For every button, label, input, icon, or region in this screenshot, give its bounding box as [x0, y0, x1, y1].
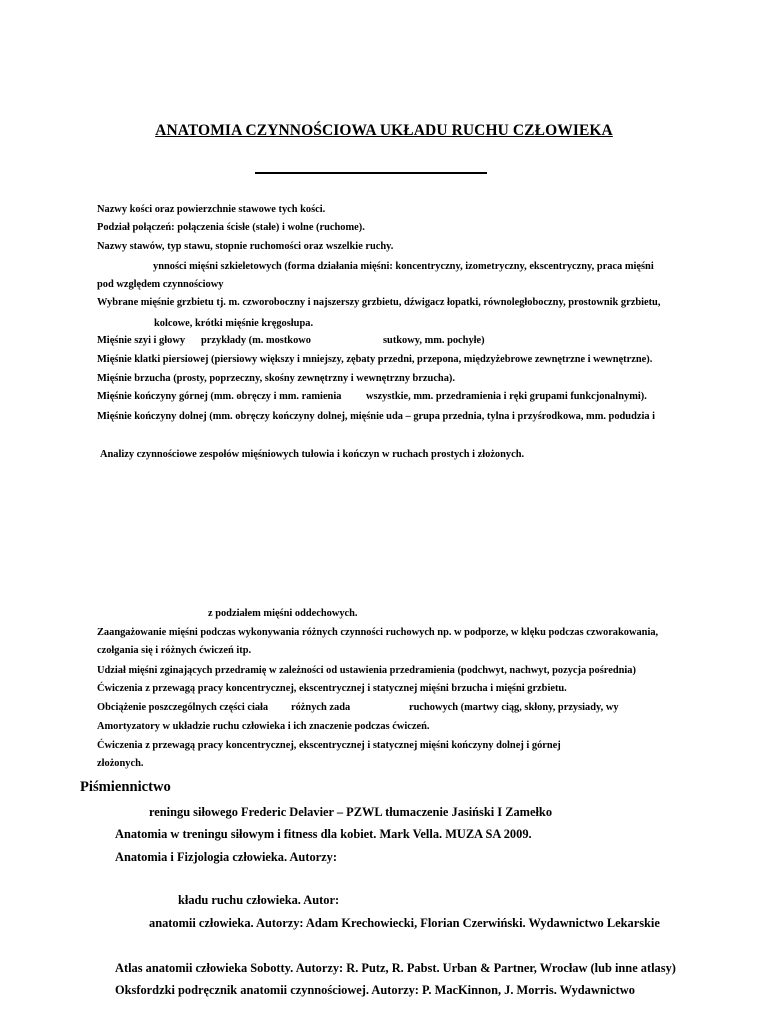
- content-line: Obciążenie poszczególnych części ciała: [97, 702, 269, 713]
- content-line: różnych zada: [291, 702, 351, 713]
- content-line: z podziałem mięśni oddechowych.: [208, 608, 358, 619]
- content-line: kolcowe, krótki mięśnie kręgosłupa.: [154, 318, 314, 329]
- content-line: Amortyzatory w układzie ruchu człowieka i ich znaczenie podczas ćwiczeń.: [97, 721, 430, 732]
- bibliography-item: kładu ruchu człowieka. Autor:: [178, 893, 340, 907]
- content-line: przykłady (m. mostkowo: [201, 335, 311, 346]
- content-line: Nazwy kości oraz powierzchnie stawowe tych kości.: [97, 204, 326, 215]
- content-line: pod względem czynnościowy: [97, 279, 224, 290]
- content-line: czołgania się i różnych ćwiczeń itp.: [97, 645, 252, 656]
- content-line: Wybrane mięśnie grzbietu tj. m. czworoboczny i najszerszy grzbietu, dźwigacz łopatki, równoległoboczny, prostownik grzbietu,: [97, 297, 661, 308]
- content-line: Podział połączeń: połączenia ścisłe (stałe) i wolne (ruchome).: [97, 222, 365, 233]
- content-line: Zaangażowanie mięśni podczas wykonywania różnych czynności ruchowych np. w podporze, w klęku podczas czworakowania,: [97, 627, 659, 638]
- document-title: ANATOMIA CZYNNOŚCIOWA UKŁADU RUCHU CZŁOWIEKA: [155, 122, 613, 139]
- content-line: Udział mięśni zginających przedramię w zależności od ustawienia przedramienia (podchwyt, nachwyt, pozycja pośrednia): [97, 665, 636, 676]
- bibliography-heading: Piśmiennictwo: [80, 779, 171, 795]
- content-line: Ćwiczenia z przewagą pracy koncentrycznej, ekscentrycznej i statycznej mięśni kończyny dolnej i górnej: [97, 740, 561, 751]
- content-line: Nazwy stawów, typ stawu, stopnie ruchomości oraz wszelkie ruchy.: [97, 241, 394, 252]
- content-line: Mięśnie brzucha (prosty, poprzeczny, skośny zewnętrzny i wewnętrzny brzucha).: [97, 373, 455, 384]
- content-line: Ćwiczenia z przewagą pracy koncentrycznej, ekscentrycznej i statycznej mięśni brzucha i mięśni grzbietu.: [97, 683, 567, 694]
- content-line: ynności mięśni szkieletowych (forma działania mięśni: koncentryczny, izometryczny, ekscentryczny, praca mięśni: [153, 261, 654, 272]
- content-line: sutkowy, mm. pochyłe): [383, 335, 485, 346]
- content-line: Analizy czynnościowe zespołów mięśniowych tułowia i kończyn w ruchach prostych i złożonych.: [100, 449, 525, 460]
- content-line: wszystkie, mm. przedramienia i ręki grupami funkcjonalnymi).: [366, 391, 647, 402]
- bibliography-item: Oksfordzki podręcznik anatomii czynnościowej. Autorzy: P. MacKinnon, J. Morris. Wydawnictwo: [115, 983, 635, 997]
- content-line: Mięśnie kończyny górnej (mm. obręczy i mm. ramienia: [97, 391, 342, 402]
- content-line: Mięśnie szyi i głowy: [97, 335, 186, 346]
- content-line: złożonych.: [97, 758, 144, 769]
- bibliography-item: Anatomia w treningu siłowym i fitness dla kobiet. Mark Vella. MUZA SA 2009.: [115, 827, 532, 841]
- bibliography-item: reningu siłowego Frederic Delavier – PZWL tłumaczenie Jasiński I Zamełko: [149, 805, 553, 819]
- content-line: Mięśnie klatki piersiowej (piersiowy większy i mniejszy, zębaty przedni, przepona, międzyżebrowe zewnętrzne i wewnętrzne).: [97, 354, 653, 365]
- content-line: Mięśnie kończyny dolnej (mm. obręczy kończyny dolnej, mięśnie uda – grupa przednia, tylna i przyśrodkowa, mm. podudzia i: [97, 411, 656, 422]
- title-divider: [255, 172, 487, 174]
- bibliography-item: anatomii człowieka. Autorzy: Adam Krechowiecki, Florian Czerwiński. Wydawnictwo Lekarskie: [149, 916, 660, 930]
- bibliography-item: Anatomia i Fizjologia człowieka. Autorzy:: [115, 850, 337, 864]
- bibliography-item: Atlas anatomii człowieka Sobotty. Autorzy: R. Putz, R. Pabst. Urban & Partner, Wrocław (lub inne atlasy): [115, 961, 676, 975]
- content-line: ruchowych (martwy ciąg, skłony, przysiady, wy: [409, 702, 619, 713]
